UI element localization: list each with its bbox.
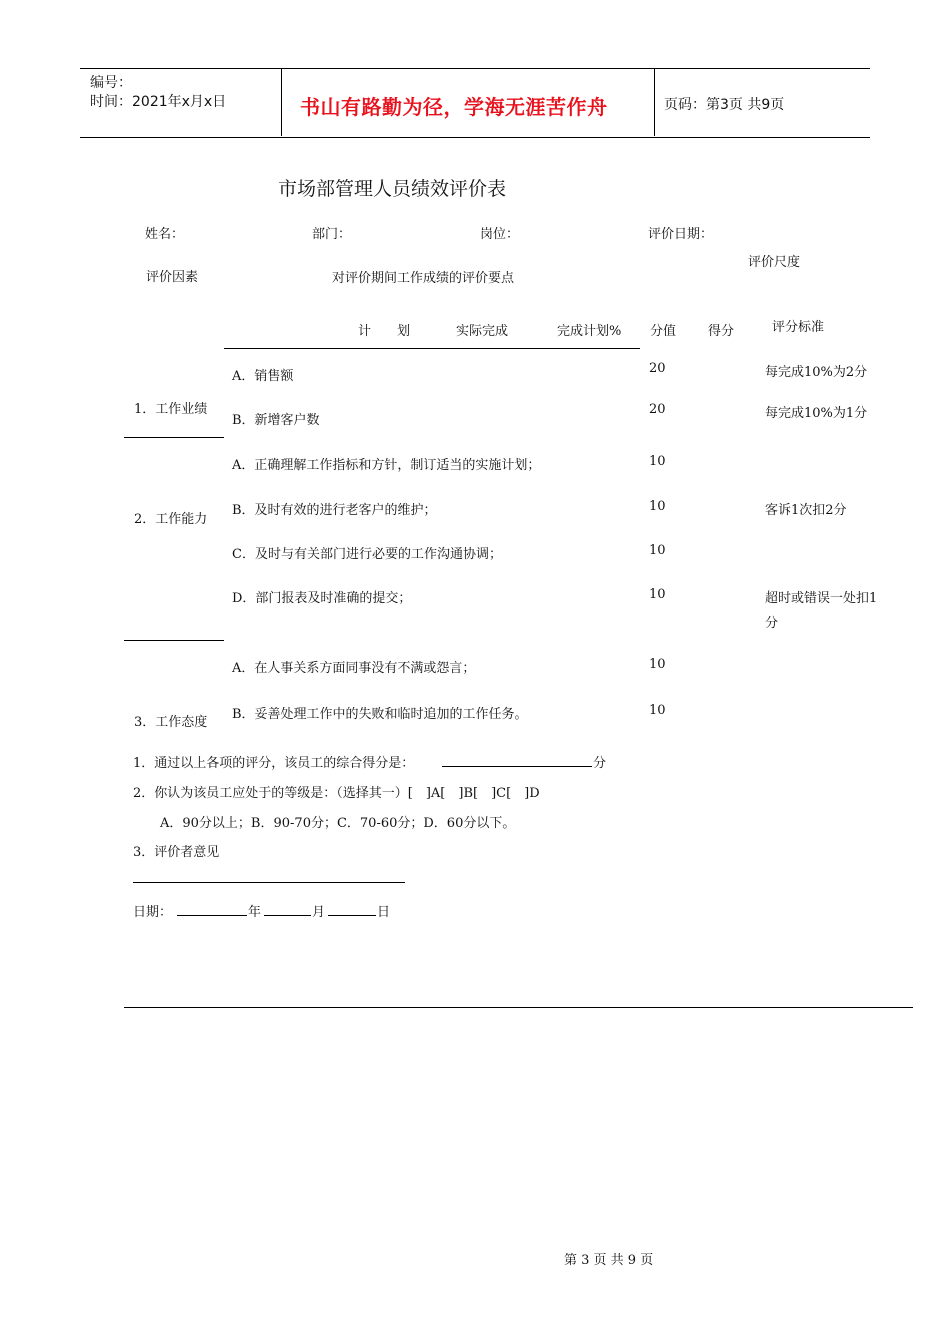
scale-header: 评价尺度	[748, 255, 801, 270]
header-underline	[224, 348, 640, 349]
month-blank[interactable]	[264, 915, 311, 916]
item-value: 20	[649, 361, 666, 376]
year-blank[interactable]	[177, 915, 247, 916]
standard-header: 评分标准	[772, 320, 825, 335]
item-text: A．正确理解工作指标和方针，制订适当的实施计划；	[232, 458, 541, 473]
item-value: 10	[649, 703, 666, 718]
factor-header: 评价因素	[146, 270, 199, 285]
item-value: 10	[649, 657, 666, 672]
summary-q1: 1．通过以上各项的评分，该员工的综合得分是：	[133, 756, 415, 771]
item-standard: 每完成10%为2分	[765, 365, 868, 380]
header-divider	[281, 68, 282, 136]
item-value: 10	[649, 587, 666, 602]
serial-label: 编号：	[90, 75, 132, 91]
dept-field-label: 部门：	[312, 227, 352, 242]
date-label: 日期：	[133, 905, 173, 920]
item-text: C．及时与有关部门进行必要的工作沟通协调；	[232, 547, 502, 562]
item-value: 10	[649, 543, 666, 558]
item-standard: 每完成10%为1分	[765, 406, 868, 421]
opinion-blank[interactable]	[133, 882, 405, 883]
score-value-header: 分值	[650, 324, 677, 339]
section-divider	[124, 437, 224, 438]
page-title: 市场部管理人员绩效评价表	[278, 178, 507, 200]
header-motto: 书山有路勤为径，学海无涯苦作舟	[300, 95, 608, 119]
summary-q1-unit: 分	[593, 756, 607, 771]
actual-header: 实际完成	[456, 324, 509, 339]
month-label: 月	[312, 905, 326, 920]
summary-q3: 3．评价者意见	[133, 845, 220, 860]
position-field-label: 岗位：	[480, 227, 520, 242]
item-standard: 客诉1次扣2分	[765, 503, 847, 518]
eval-date-field-label: 评价日期：	[648, 227, 714, 242]
section-label-attitude: 3．工作态度	[134, 715, 208, 730]
total-score-blank[interactable]	[442, 766, 592, 767]
plan-header: 计 划	[358, 324, 411, 339]
item-value: 10	[649, 499, 666, 514]
name-field-label: 姓名：	[145, 227, 185, 242]
footer-page-number: 第 3 页 共 9 页	[564, 1253, 654, 1268]
summary-q2-levels: A．90分以上；B．90-70分；C．70-60分；D．60分以下。	[160, 816, 516, 831]
item-standard-cont: 分	[765, 616, 779, 631]
item-text: B．妥善处理工作中的失败和临时追加的工作任务。	[232, 707, 528, 722]
day-blank[interactable]	[328, 915, 376, 916]
key-points-header: 对评价期间工作成绩的评价要点	[332, 271, 515, 286]
day-label: 日	[377, 905, 391, 920]
item-standard: 超时或错误一处扣1	[765, 591, 878, 606]
year-label: 年	[248, 905, 262, 920]
header-divider	[654, 68, 655, 136]
header-page-label: 页码：第3页 共9页	[664, 97, 785, 113]
summary-q2: 2．你认为该员工应处于的等级是：（选择其一）[ ]A[ ]B[ ]C[ ]D	[133, 786, 540, 801]
section-divider	[124, 640, 224, 641]
item-text: A．销售额	[232, 369, 294, 384]
pct-header: 完成计划%	[557, 324, 622, 339]
score-header: 得分	[708, 324, 735, 339]
item-value: 10	[649, 454, 666, 469]
item-text: D．部门报表及时准确的提交；	[232, 591, 412, 606]
section-label-ability: 2．工作能力	[134, 512, 208, 527]
item-text: B．及时有效的进行老客户的维护；	[232, 503, 437, 518]
time-label: 时间：2021年x月x日	[90, 94, 227, 110]
item-text: A．在人事关系方面同事没有不满或怨言；	[232, 661, 476, 676]
item-text: B．新增客户数	[232, 413, 320, 428]
item-value: 20	[649, 402, 666, 417]
bottom-divider	[124, 1007, 913, 1008]
section-label-performance: 1．工作业绩	[134, 402, 208, 417]
